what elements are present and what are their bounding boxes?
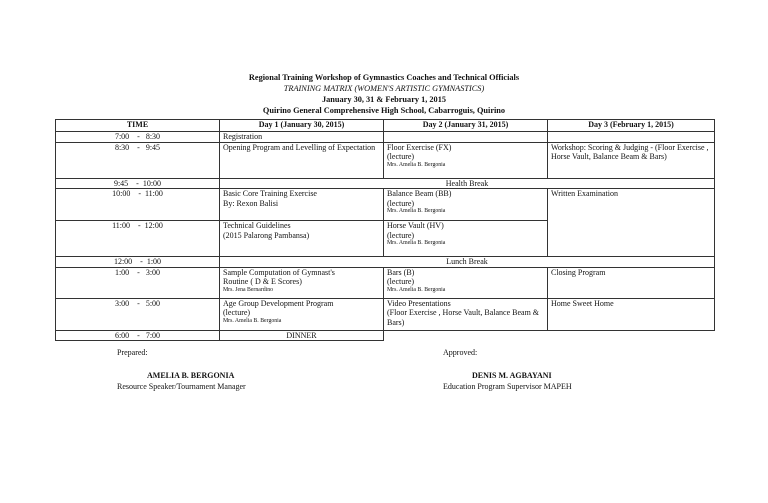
day3-cell: Home Sweet Home [548, 298, 715, 330]
day1-cell: Opening Program and Levelling of Expectation [220, 142, 384, 178]
day2-cell [384, 298, 548, 330]
session-title: Bars (B) [387, 267, 415, 277]
time-cell: 9:45 - 10:00 [56, 178, 220, 189]
session-note: (lecture) [387, 152, 415, 161]
session-title: Basic Core Training Exercise [223, 189, 317, 198]
day1-cell: Registration [220, 132, 384, 143]
session-note: (lecture) [387, 230, 415, 240]
day2-cell [384, 132, 548, 143]
day3-cell: Closing Program [548, 267, 715, 298]
table-row [56, 257, 715, 268]
session-title-cont: Routine ( D & E Scores) [223, 277, 302, 286]
session-speaker: By: Rexon Balisi [223, 198, 279, 208]
document-venue: Quirino General Comprehensive High School, Cabarroguis, Quirino [262, 106, 506, 115]
time-cell: 6:00 - 7:00 [56, 330, 220, 341]
time-cell: 7:00 - 8:30 [56, 132, 220, 143]
day2-cell [384, 189, 548, 221]
time-cell: 3:00 - 5:00 [56, 298, 220, 330]
approved-name: DENIS M. AGBAYANI [472, 371, 552, 380]
session-title: Balance Beam (BB) [387, 189, 452, 198]
document-dates: January 30, 31 & February 1, 2015 [322, 95, 446, 104]
session-note: (lecture) [387, 277, 415, 286]
prepared-title: Resource Speaker/Tournament Manager [117, 382, 246, 391]
table-row [56, 298, 715, 330]
speaker-name: Mrs. Amelia B. Bergonia [387, 286, 446, 293]
time-cell: 11:00 - 12:00 [56, 221, 220, 257]
day1-cell [220, 189, 384, 221]
document-subtitle: TRAINING MATRIX (WOMEN'S ARTISTIC GYMNASTICS) [283, 84, 485, 93]
table-header-row [56, 120, 715, 132]
session-title: Age Group Development Program [223, 298, 334, 308]
speaker-name: Mrs. Amelia B. Bergonia [387, 161, 446, 168]
break-cell: Health Break [220, 178, 715, 189]
day2-cell [384, 267, 548, 298]
approved-label: Approved: [443, 348, 478, 357]
table-row [56, 178, 715, 189]
prepared-name: AMELIA B. BERGONIA [147, 371, 235, 380]
column-header-day2: Day 2 (January 31, 2015) [384, 120, 548, 132]
day3-cell [548, 132, 715, 143]
column-header-day1: Day 1 (January 30, 2015) [220, 120, 384, 132]
training-matrix-table [55, 119, 715, 341]
time-cell: 12:00 - 1:00 [56, 257, 220, 268]
time-cell: 8:30 - 9:45 [56, 142, 220, 178]
day2-cell [384, 221, 548, 257]
table-row [56, 267, 715, 298]
time-cell: 1:00 - 3:00 [56, 267, 220, 298]
approved-title: Education Program Supervisor MAPEH [443, 382, 572, 391]
speaker-name: Mrs. Amelia B. Bergonia [387, 208, 446, 214]
table-row [56, 132, 715, 143]
session-note: (Floor Exercise , Horse Vault, Balance Beam & Bars) [387, 308, 540, 327]
session-title: Sample Computation of Gymnast's [223, 267, 335, 277]
time-cell: 10:00 - 11:00 [56, 189, 220, 221]
session-note: (lecture) [387, 198, 415, 208]
table-row [56, 330, 715, 341]
session-note: (2015 Palarong Pambansa) [223, 230, 310, 240]
speaker-name: Mrs. Amelia B. Bergonia [223, 317, 282, 324]
break-cell: Lunch Break [220, 257, 715, 268]
speaker-name: Mrs. Amelia B. Bergonia [387, 240, 446, 246]
day1-cell [220, 298, 384, 330]
day3-cell: Workshop: Scoring & Judging - (Floor Exercise , Horse Vault, Balance Beam & Bars) [548, 142, 715, 178]
table-row [56, 189, 715, 221]
column-header-day3: Day 3 (February 1, 2015) [548, 120, 715, 132]
day3-cell: Written Examination [548, 189, 715, 257]
session-title: Technical Guidelines [223, 221, 291, 230]
prepared-label: Prepared: [117, 348, 148, 357]
session-title: Video Presentations [387, 298, 451, 308]
session-title: Floor Exercise (FX) [387, 142, 452, 152]
document-title: Regional Training Workshop of Gymnastics Coaches and Technical Officials [248, 73, 520, 82]
session-title: Horse Vault (HV) [387, 221, 444, 230]
table-row [56, 142, 715, 178]
day1-cell [220, 221, 384, 257]
session-note: (lecture) [223, 308, 251, 317]
empty-cell [384, 330, 548, 341]
column-header-time: TIME [56, 120, 220, 132]
day2-cell [384, 142, 548, 178]
dinner-cell: DINNER [220, 330, 384, 341]
day1-cell [220, 267, 384, 298]
speaker-name: Mrs. Jena Bernardino [223, 286, 274, 293]
empty-cell [548, 330, 715, 341]
